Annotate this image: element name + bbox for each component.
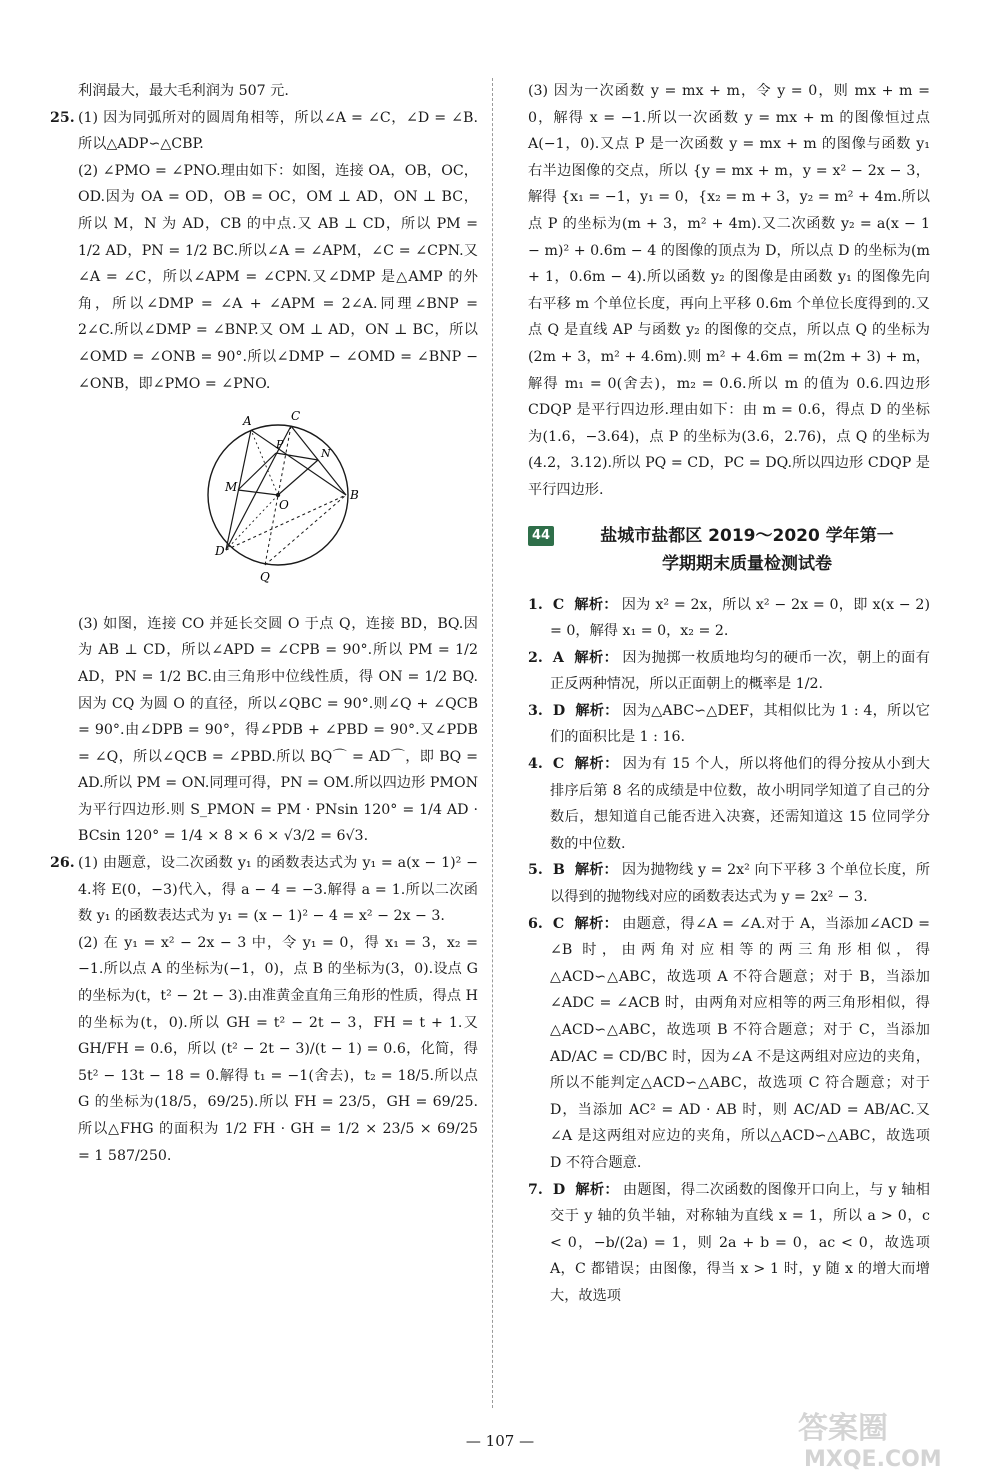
item-text: 因为△ABC∽△DEF，其相似比为 1 : 4，所以它们的面积比是 1 : 16.: [550, 702, 930, 746]
watermark-text: 答案圈: [798, 1411, 888, 1446]
segment-cb: [291, 426, 346, 495]
item-number: 2.: [528, 649, 543, 666]
item-number: 5.: [528, 862, 543, 879]
answer-item: [528, 698, 930, 751]
item-number: 4.: [528, 756, 543, 773]
item-number: 1.: [528, 596, 543, 613]
q26-part3: (3) 因为一次函数 y = mx + m，令 y = 0，则 mx + m = 0，解得 x = −1.所以一次函数 y = mx + m 的图像恒过点A(−1，0).又点 P 是一次函数 y = mx + m 的图像与函数 y₁ 右半边图像的交点，所以 {y = mx + m，y = x² − 2x − 3，解得 {x₁ = −1，y₁ = 0，{x₂ = m + 3，y₂ = m² + 4m.所以点 P 的坐标为(m + 3，m² + 4m).又二次函数 y₂ = a(x − 1 − m)² + 0.6m − 4 的图像的顶点为 D，所以点 D 的坐标为(m + 1，0.6m − 4).所以函数 y₂ 的图像是由函数 y₁ 的图像先向右平移 m 个单位长度，再向上平移 0.6m 个单位长度得到的.又点 Q 是直线 AP 与函数 y₂ 的图像的交点，所以点 Q 的坐标为(2m + 3，m² + 4.6m).则 m² + 4.6m = m(2m + 3) + m，解得 m₁ = 0(舍去)，m₂ = 0.6.所以 m 的值为 0.6.四边形 CDQP 是平行四边形.理由如下：由 m = 0.6，得点 D 的坐标为(1.6，−3.64)，点 P 的坐标为(3.6，2.76)，点 Q 的坐标为(4.2，3.12).所以 PQ = CD，PC = DQ.所以四边形 CDQP 是平行四边形.: [528, 83, 930, 498]
segment-bq: [265, 495, 346, 565]
label-b: B: [350, 488, 359, 503]
segment-pn: [276, 453, 318, 460]
circle-diagram: [193, 403, 363, 593]
watermark-url: MXQE.COM: [804, 1447, 942, 1472]
right-column: [528, 78, 930, 1310]
q25-part2: (2) ∠PMO = ∠PNO.理由如下：如图，连接 OA，OB，OC，OD.因为 OA = OD，OB = OC，OM ⊥ AD，ON ⊥ BC，所以 M，N 为 AD，CB 的中点.又 AB ⊥ CD，所以 PM = 1/2 AD，PN = 1/2 BC.所以∠A = ∠APM，∠C = ∠CPN.又∠A = ∠C，所以∠APM = ∠CPN.又∠DMP 是△AMP 的外角，所以∠DMP = ∠A + ∠APM = 2∠A.同理∠BNP = 2∠C.所以∠DMP = ∠BNP.又 OM ⊥ AD，ON ⊥ BC，所以∠OMD = ∠ONB = 90°.所以∠DMP − ∠OMD = ∠BNP − ∠ONB，即∠PMO = ∠PNO.: [78, 162, 478, 392]
item-label: 解析：: [573, 649, 619, 666]
q26-part1-text: (1) 由题意，设二次函数 y₁ 的函数表达式为 y₁ = a(x − 1)² − 4.将 E(0，−3)代入，得 a − 4 = −3.解得 a = 1.所以二次函数 y₁ 的函数表达式为 y₁ = (x − 1)² − 4 = x² − 2x − 3.: [78, 855, 478, 925]
segment-no: [278, 460, 318, 495]
column-divider: [492, 78, 493, 1408]
item-label: 解析：: [574, 862, 618, 879]
item-text: 由题意，得∠A = ∠A.对于 A，当添加∠ACD = ∠B 时，由两角对应相等的两三角形相似，得△ACD∽△ABC，故选项 A 不符合题意；对于 B，当添加∠ADC = ∠ACB 时，由两角对应相等的两三角形相似，得△ACD∽△ABC，故选项 B 不符合题意；对于 C，当添加 AD/AC = CD/BC 时，因为∠A 不是这两组对应边的夹角，所以不能判定△ACD∽△ABC，故选项 C 符合题意；对于 D，当添加 AC² = AD · AB 时，则 AC/AD = AB/AC.又∠A 是这两组对应边的夹角，所以△ACD∽△ABC，故选项 D 不符合题意.: [550, 915, 930, 1171]
label-o: O: [279, 498, 289, 513]
answer-item: [528, 592, 930, 645]
q26-number: 26.: [50, 855, 75, 872]
section-badge: 44: [528, 526, 554, 546]
q25-part3: (3) 如图，连接 CO 并延长交圆 O 于点 Q，连接 BD，BQ.因为 AB ⊥ CD，所以∠APD = ∠CPB = 90°.所以 PM = 1/2 AD，PN = 1/2 BC.由三角形中位线性质，得 ON = 1/2 BQ.因为 CQ 为圆 O 的直径，所以∠QBC = 90°.则∠Q + ∠QCB = 90°.由∠DPB = 90°，得∠PDB + ∠PBD = 90°.又∠PDB = ∠Q，所以∠QCB = ∠PBD.所以 BQ⌒ = AD⌒，即 BQ = AD.所以 PM = ON.同理可得，PN = OM.所以四边形 PMON 为平行四边形.则 S_PMON = PM · PNsin 120° = 1/4 AD · BCsin 120° = 1/4 × 8 × 6 × √3/2 = 6√3.: [78, 615, 478, 845]
q25-part1-text: (1) 因为同弧所对的圆周角相等，所以∠A = ∠C，∠D = ∠B.所以△ADP∽△CBP.: [78, 109, 478, 153]
item-number: 7.: [528, 1181, 543, 1198]
left-column: [50, 78, 478, 1169]
answer-item: [528, 911, 930, 1177]
item-text: 因为抛掷一枚质地均匀的硬币一次，朝上的面有正反两种情况，所以正面朝上的概率是 1/2.: [550, 649, 930, 693]
label-c: C: [291, 409, 301, 424]
label-p: P: [276, 438, 284, 452]
segment-od: [226, 495, 278, 550]
watermark-logo: [790, 1400, 960, 1472]
item-text: 由题图，得二次函数的图像开口向上，与 y 轴相交于 y 轴的负半轴，对称轴为直线 x = 1，所以 a > 0，c < 0，−b/(2a) = 1，则 2a + b = 0，ac < 0，故选项 A，C 都错误；由图像，得当 x > 1 时，y 随 x 的增大而增大，故选项: [550, 1181, 930, 1304]
label-m: M: [225, 480, 238, 495]
answer-item: [528, 751, 930, 857]
item-label: 解析：: [574, 756, 619, 773]
q25-part1: [50, 105, 478, 158]
intro-line: 利润最大，最大毛利润为 507 元.: [78, 83, 289, 99]
item-answer: B: [552, 862, 565, 879]
item-answer: D: [552, 1181, 566, 1198]
item-answer: C: [552, 756, 565, 773]
center-o-dot: [276, 493, 280, 497]
page-number: — 107 —: [465, 1432, 535, 1450]
item-text: 因为有 15 个人，所以将他们的得分按从小到大排序后第 8 名的成绩是中位数，故小明同学知道了自己的分数后，想知道自己能否进入决赛，还需知道这 15 位同学分数的中位数.: [550, 756, 930, 852]
item-answer: A: [552, 649, 564, 666]
item-text: 因为抛物线 y = 2x² 向下平移 3 个单位长度，所以得到的抛物线对应的函数表达式为 y = 2x² − 3.: [550, 862, 930, 906]
item-number: 3.: [528, 702, 543, 719]
segment-ab: [251, 430, 346, 495]
section-title-line1: 盐城市盐都区 2019～2020 学年第一: [600, 525, 894, 546]
section-heading: [528, 522, 930, 578]
answer-item: [528, 1177, 930, 1310]
section-title-line2: 学期期末质量检测试卷: [662, 553, 832, 574]
item-answer: C: [552, 596, 565, 613]
label-n: N: [321, 447, 331, 461]
segment-pm: [238, 453, 276, 490]
item-label: 解析：: [575, 702, 619, 719]
item-label: 解析：: [574, 596, 618, 613]
item-answer: D: [552, 702, 566, 719]
item-label: 解析：: [574, 915, 619, 932]
q26-part1: [50, 850, 478, 930]
label-a: A: [243, 414, 252, 429]
segment-mo: [238, 490, 278, 495]
item-text: 因为 x² = 2x，所以 x² − 2x = 0，即 x(x − 2) = 0，解得 x₁ = 0，x₂ = 2.: [550, 596, 930, 640]
item-number: 6.: [528, 915, 543, 932]
label-d: D: [215, 544, 225, 559]
q25-number: 25.: [50, 109, 75, 126]
label-q: Q: [260, 570, 270, 585]
item-answer: C: [552, 915, 565, 932]
answer-item: [528, 645, 930, 698]
item-label: 解析：: [575, 1181, 619, 1198]
answer-item: [528, 857, 930, 910]
circle-figure: [78, 403, 478, 603]
section-title: [564, 522, 930, 578]
q26-part2: (2) 在 y₁ = x² − 2x − 3 中，令 y₁ = 0，得 x₁ = 3，x₂ = −1.所以点 A 的坐标为(−1，0)，点 B 的坐标为(3，0).设点 G 的坐标为(t，t² − 2t − 3).由准黄金直角三角形的性质，得点 H 的坐标为(t，0).所以 GH = t² − 2t − 3，FH = t + 1.又 GH/FH = 0.6，所以 (t² − 2t − 3)/(t − 1) = 0.6，化简，得 5t² − 13t − 18 = 0.解得 t₁ = −1(舍去)，t₂ = 18/5.所以点 G 的坐标为(18/5，69/25).所以 FH = 23/5，GH = 69/25.所以△FHG 的面积为 1/2 FH · GH = 1/2 × 23/5 × 69/25 = 1 587/250.: [78, 934, 478, 1164]
